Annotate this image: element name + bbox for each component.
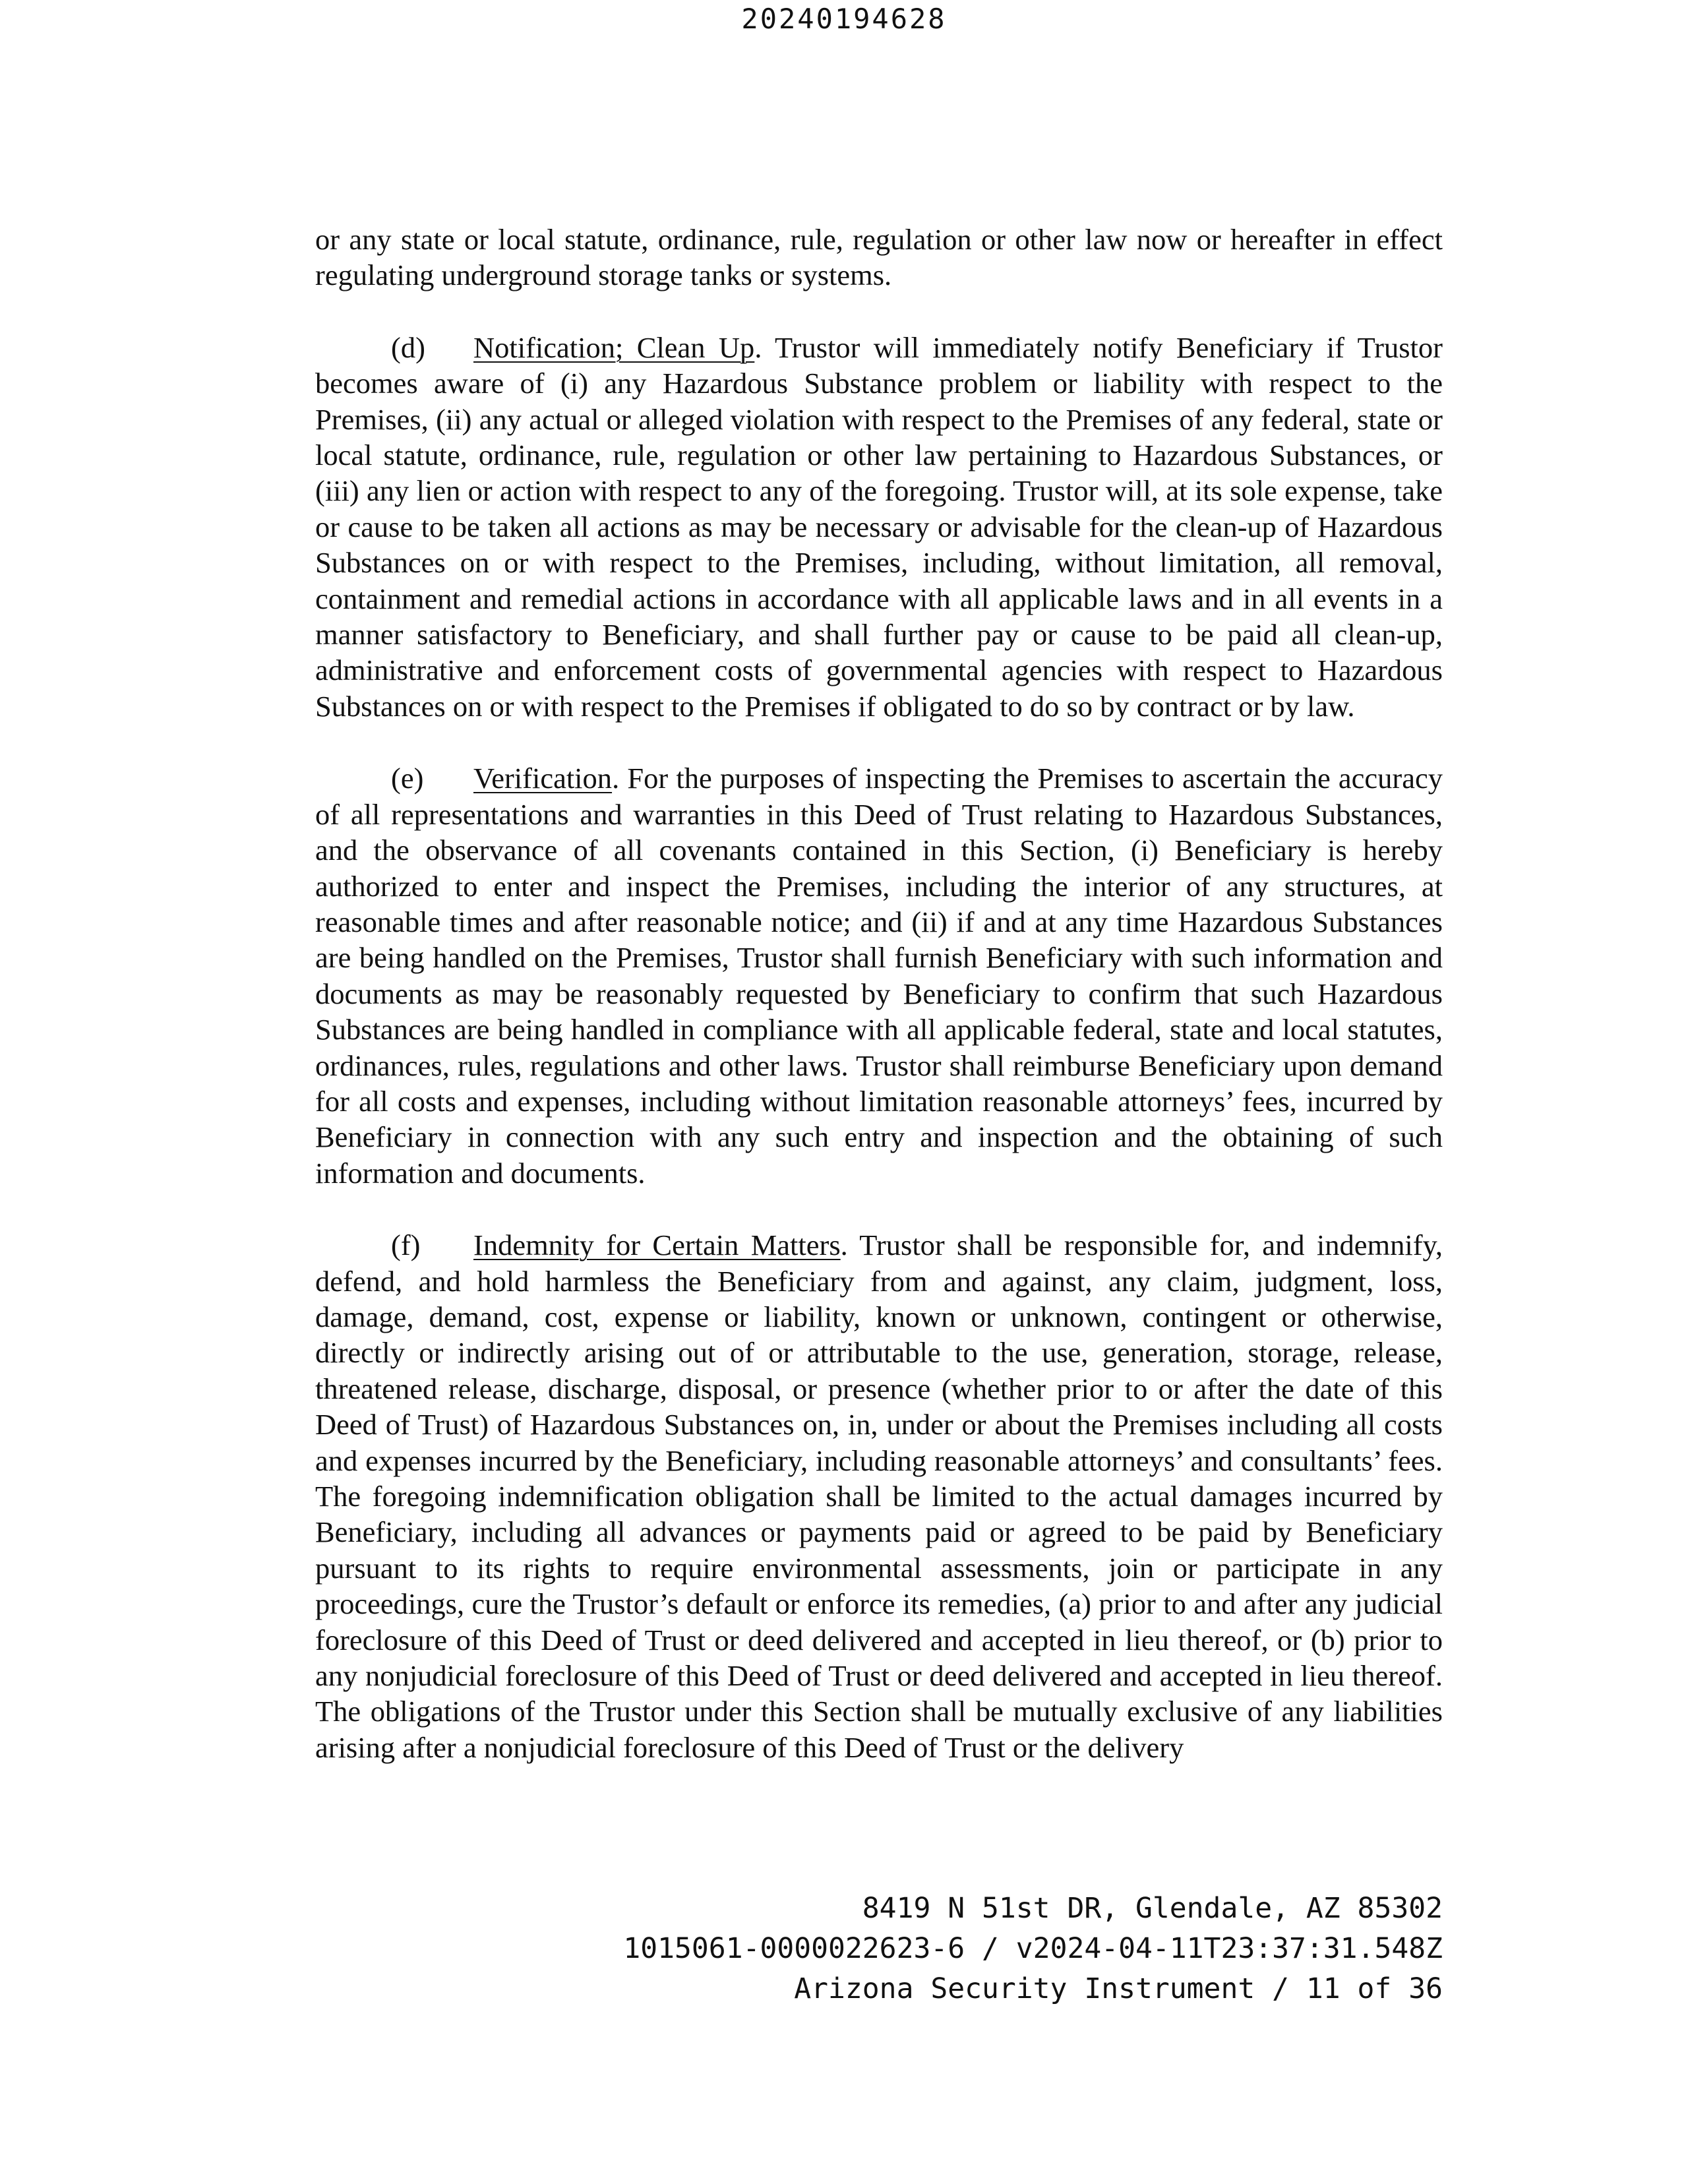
section-d-label: (d) — [391, 330, 425, 364]
footer-page-info: Arizona Security Instrument / 11 of 36 — [794, 1972, 1443, 2005]
section-e-text: . For the purposes of inspecting the Premises to ascertain the accuracy of all representations and warranties in this Deed of Trust relating to Hazardous Substances, and the observance of all covenants contained in this Section, (i) Beneficiary is hereby authorized to enter and inspect the Premises, including the interior of any structures, at reasonable times and after reasonable notice; and (ii) if and at any time Hazardous Substances are being handled on the Premises, Trustor shall furnish Beneficiary with such information and documents as may be reasonably requested by Beneficiary to confirm that such Hazardous Substances are being handled in compliance with all applicable federal, state and local statutes, ordinances, rules, regulations and other laws. Trustor shall reimburse Beneficiary upon demand for all costs and expenses, including without limitation reasonable attorneys’ fees, incurred by Beneficiary in connection with any such entry and inspection and the obtaining of such information and documents. — [315, 762, 1443, 1190]
footer-loan-version: 1015061-0000022623-6 / v2024-04-11T23:37:31.548Z — [623, 1932, 1443, 1965]
section-d-text: . Trustor will immediately notify Beneficiary if Trustor becomes aware of (i) any Hazardous Substance problem or liability with respect to the Premises, (ii) any actual or alleged violation with respect to the Premises of any federal, state or local statute, ordinance, rule, regulation or other law pertaining to Hazardous Substances, or (iii) any lien or action with respect to any of the foregoing. Trustor will, at its sole expense, take or cause to be taken all actions as may be necessary or advisable for the clean-up of Hazardous Substances on or with respect to the Premises, including, without limitation, all removal, containment and remedial actions in accordance with all applicable laws and in all events in a manner satisfactory to Beneficiary, and shall further pay or cause to be paid all clean-up, administrative and enforcement costs of governmental agencies with respect to Hazardous Substances on or with respect to the Premises if obligated to do so by contract or by law. — [315, 330, 1443, 723]
document-number: 20240194628 — [741, 3, 947, 35]
section-d-heading: Notification; Clean Up — [473, 330, 755, 364]
section-e-label: (e) — [391, 762, 424, 795]
section-e-paragraph — [315, 760, 1443, 1191]
footer-address: 8419 N 51st DR, Glendale, AZ 85302 — [862, 1892, 1443, 1925]
section-f-text: . Trustor shall be responsible for, and indemnify, defend, and hold harmless the Beneficiary from and against, any claim, judgment, loss, damage, demand, cost, expense or liability, known or unknown, contingent or otherwise, directly or indirectly arising out of or attributable to the use, generation, storage, release, threatened release, discharge, disposal, or presence (whether prior to or after the date of this Deed of Trust) of Hazardous Substances on, in, under or about the Premises including all costs and expenses incurred by the Beneficiary, including reasonable attorneys’ and consultants’ fees. The foregoing indemnification obligation shall be limited to the actual damages incurred by Beneficiary, including all advances or payments paid or agreed to be paid by Beneficiary pursuant to its rights to require environmental assessments, join or participate in any proceedings, cure the Trustor’s default or enforce its remedies, (a) prior to and after any judicial foreclosure of this Deed of Trust or deed delivered and accepted in lieu thereof, or (b) prior to any nonjudicial foreclosure of this Deed of Trust or deed delivered and accepted in lieu thereof. The obligations of the Trustor under this Section shall be mutually exclusive of any liabilities arising after a nonjudicial foreclosure of this Deed of Trust or the delivery — [315, 1228, 1443, 1764]
section-f-label: (f) — [391, 1228, 421, 1262]
continuation-paragraph: or any state or local statute, ordinance, rule, regulation or other law now or hereafter in effect regulating underground storage tanks or systems. — [315, 223, 1443, 292]
section-d-paragraph — [315, 330, 1443, 724]
document-body — [315, 222, 1443, 1765]
section-f-heading: Indemnity for Certain Matters — [473, 1228, 841, 1262]
section-f-paragraph — [315, 1227, 1443, 1765]
page-footer — [623, 1889, 1443, 2009]
section-e-heading: Verification — [473, 762, 613, 795]
